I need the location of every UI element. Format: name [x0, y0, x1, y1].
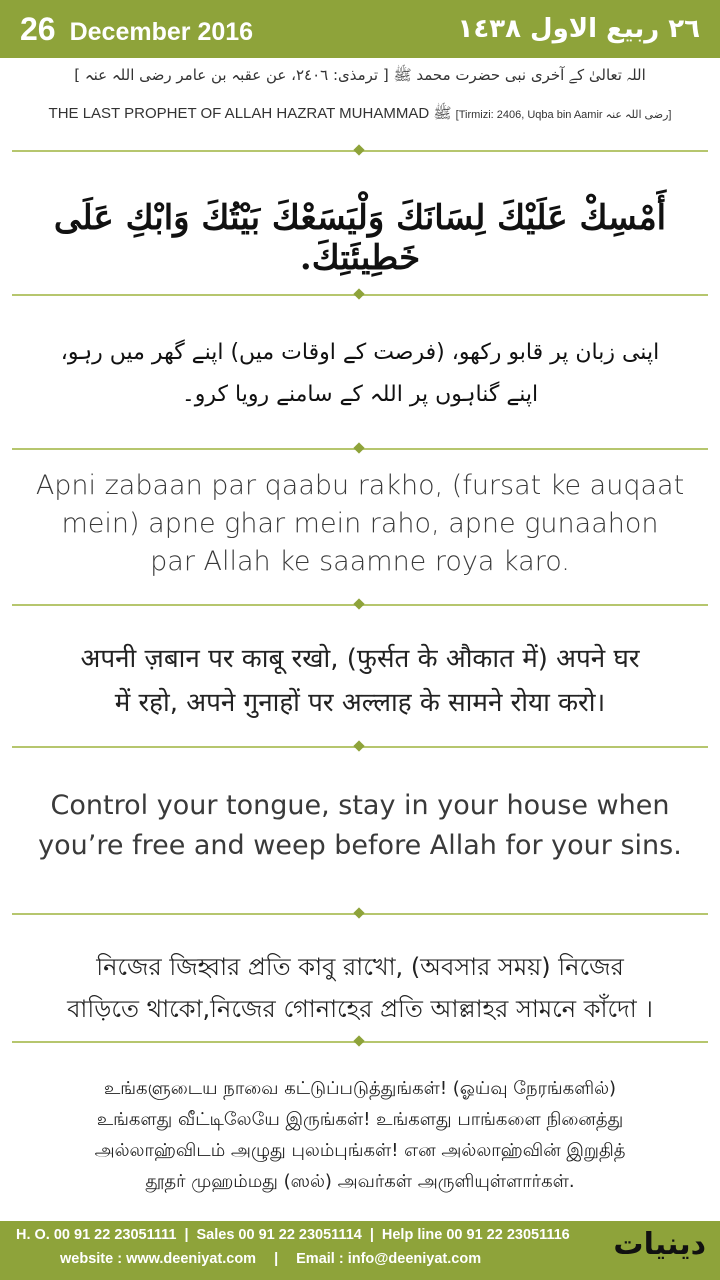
- divider-diamond-icon: [353, 598, 364, 609]
- divider-diamond-icon: [353, 907, 364, 918]
- divider-diamond-icon: [353, 144, 364, 155]
- web-line: [60, 1251, 481, 1267]
- source-reference: [Tirmizi: 2406, Uqba bin Aamir رضی اللہ عنہ]: [455, 109, 672, 121]
- phone-line: [16, 1227, 570, 1243]
- translation-bengali: [10, 946, 710, 1030]
- source-prefix: THE LAST PROPHET OF ALLAH: [48, 105, 273, 122]
- roman-line-2: mein) apne ghar mein raho, apne gunaahon: [61, 508, 659, 539]
- urdu-line-2: اپنے گناہوں پر اللہ کے سامنے رویا کرو۔: [181, 382, 539, 407]
- roman-line-3: par Allah ke saamne roya karo.: [150, 546, 570, 577]
- email-link[interactable]: Email : info@deeniyat.com: [296, 1251, 482, 1267]
- date-header: [0, 0, 720, 58]
- tamil-line-1: உங்களுடைய நாவை கட்டுப்படுத்துங்கள்! (ஓய்வு நேரங்களில்): [103, 1078, 617, 1099]
- separator: |: [369, 1227, 374, 1243]
- deeniyat-logo: دینیات: [613, 1227, 706, 1262]
- hindi-line-1: अपनी ज़बान पर काबू रखो, (फुर्सत के औकात में) अपने घर: [80, 644, 640, 674]
- divider-diamond-icon: [353, 1035, 364, 1046]
- hadith-arabic: أَمْسِكْ عَلَيْكَ لِسَانَكَ وَلْيَسَعْكَ بَيْتُكَ وَابْكِ عَلَى خَطِيئَتِكَ.: [53, 198, 667, 278]
- contact-footer: [0, 1221, 720, 1280]
- separator: |: [274, 1251, 279, 1267]
- separator: |: [184, 1227, 189, 1243]
- translation-tamil: [10, 1073, 710, 1197]
- tamil-line-3: அல்லாஹ்விடம் அழுது புலம்புங்கள்! என அல்லாஹ்வின் இறுதித்: [94, 1140, 626, 1161]
- translation-roman-urdu: [10, 467, 710, 581]
- date-month-year: December 2016: [69, 17, 254, 46]
- translation-english: [10, 786, 710, 866]
- tamil-line-4: தூதர் முஹம்மது (ஸல்) அவர்கள் அருளியுள்ளார்கள்.: [145, 1171, 575, 1192]
- translation-hindi: [10, 637, 710, 725]
- bengali-line-2: বাড়িতে থাকো,নিজের গোনাহের প্রতি আল্লাহর সামনে কাঁদো ।: [67, 995, 653, 1023]
- hindi-line-2: में रहो, अपने गुनाहों पर अल्लाह के सामने रोया करो।: [114, 688, 606, 718]
- source-urdu: اللہ تعالیٰ کے آخری نبی حضرت محمد ﷺ [ ترمذی: ٢٤٠٦، عن عقبہ بن عامر رضی اللہ عنہ ]: [74, 66, 646, 84]
- head-office-phone[interactable]: H. O. 00 91 22 23051111: [16, 1227, 177, 1243]
- divider-diamond-icon: [353, 740, 364, 751]
- bengali-line-1: নিজের জিহ্বার প্রতি কাবু রাখো, (অবসার সময়) নিজের: [96, 953, 624, 981]
- urdu-line-1: اپنی زبان پر قابو رکھو، (فرصت کے اوقات میں) اپنے گھر میں رہو،: [60, 340, 660, 365]
- roman-line-1: Apni zabaan par qaabu rakho, (fursat ke auqaat: [35, 470, 685, 501]
- translation-urdu: [10, 332, 710, 416]
- tamil-line-2: உங்களது வீட்டிலேயே இருங்கள்! உங்களது பாங்களை நினைத்து: [96, 1109, 624, 1130]
- gregorian-date: [20, 11, 253, 48]
- source-prophet-name: HAZRAT MUHAMMAD ﷺ: [276, 105, 452, 122]
- website-link[interactable]: website : www.deeniyat.com: [60, 1251, 257, 1267]
- sales-phone[interactable]: Sales 00 91 22 23051114: [196, 1227, 362, 1243]
- divider-diamond-icon: [353, 442, 364, 453]
- source-english: [0, 104, 720, 126]
- helpline-phone[interactable]: Help line 00 91 22 23051116: [381, 1227, 570, 1243]
- english-line-2: you’re free and weep before Allah for your sins.: [38, 830, 682, 861]
- date-day: 26: [20, 10, 56, 47]
- divider-diamond-icon: [353, 288, 364, 299]
- english-line-1: Control your tongue, stay in your house when: [50, 790, 670, 821]
- hijri-date: ٢٦ ربیع الاول ١٤٣٨: [457, 14, 700, 44]
